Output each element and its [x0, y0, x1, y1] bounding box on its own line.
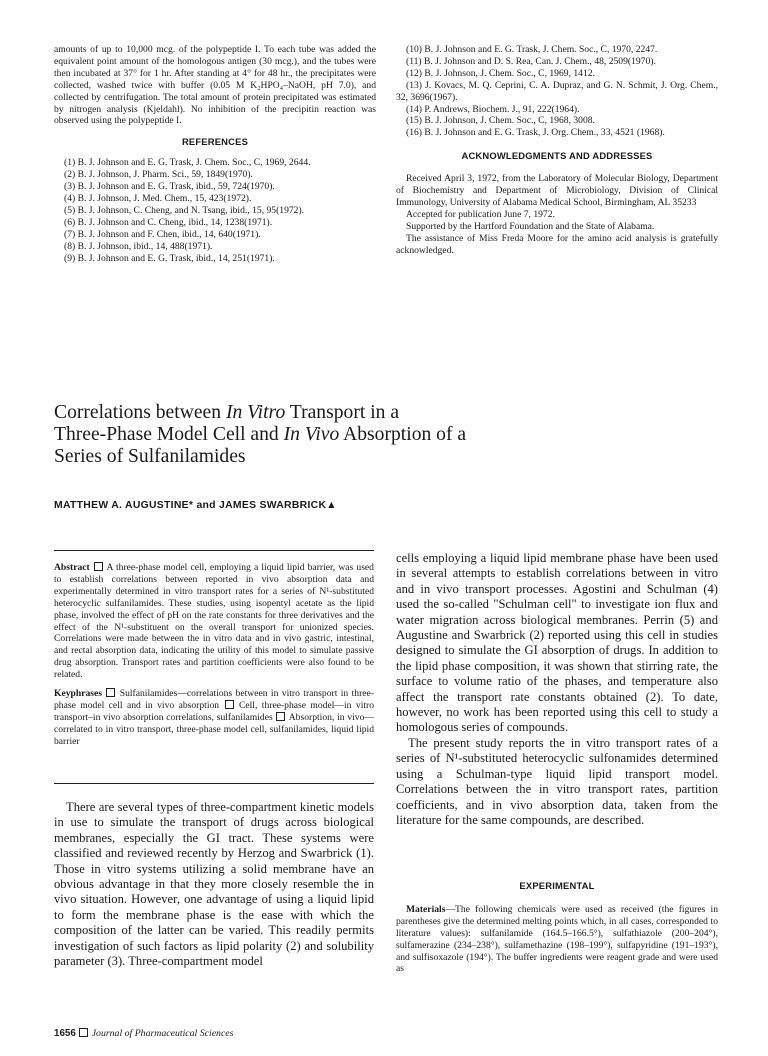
square-icon	[94, 562, 103, 571]
square-icon	[225, 700, 234, 709]
article-title	[54, 402, 574, 468]
reference-item: (3) B. J. Johnson and E. G. Trask, ibid., 59, 724(1970).	[64, 181, 275, 193]
journal-name: Journal of Pharmaceutical Sciences	[91, 1028, 234, 1039]
abstract-paragraph	[54, 562, 374, 681]
ack-supported: Supported by the Hartford Foundation and the State of Alabama.	[406, 220, 655, 232]
square-icon	[106, 688, 115, 697]
keyphrase-item: Cell, three-phase model—in vitro transport–in vivo absorption correlations, sulfanilamides	[54, 699, 375, 723]
keyphrase-item: Absorption, in vivo—correlated to in vitro transport, three-phase model cell, sulfanilamides, liquid lipid barrier	[54, 711, 374, 747]
experimental-section	[396, 880, 718, 975]
abstract-top-rule	[54, 550, 374, 551]
body-left-column	[54, 800, 374, 969]
abstract-label: Abstract	[54, 562, 90, 573]
reference-item: (12) B. J. Johnson, J. Chem. Soc., C, 1969, 1412.	[406, 67, 595, 79]
reference-item: (8) B. J. Johnson, ibid., 14, 488(1971).	[64, 240, 213, 252]
keyphrases-label: Keyphrases	[54, 688, 102, 700]
title-line-2: Three-Phase Model Cell and In Vivo Absorption of a	[54, 424, 467, 445]
body-right-column	[396, 551, 718, 828]
materials-text: —The following chemicals were used as received (the figures in parentheses give the determined melting points which, in all cases, corresponded to literature values): sulfanilamide (164.5–166.5°), sulfathiazole (200–204°), sulfamerazine (234–238°), sulfamethazine (198–199°), sulfapyridine (191–193°), and sulfisoxazole (194°). The buffer ingredients were reagent grade and were used as	[396, 903, 718, 975]
body-paragraph: There are several types of three-compartment kinetic models in use to simulate the transport of drugs across biological membranes, especially the GI tract. These systems were classified and reviewed recently by Herzog and Swarbrick (1). Those in vitro systems utilizing a solid membrane have an obvious advantage in that they more closely resemble the in vivo situation. However, one advantage of using a liquid lipid to form the membrane phase is the ease with which the composition of the latter can be varied. This readily permits investigation of such factors as lipid polarity (2) and solubility parameter (3). Three-compartment model	[54, 800, 374, 969]
reference-item: (16) B. J. Johnson and E. G. Trask, J. Org. Chem., 33, 4521 (1968).	[406, 127, 665, 139]
reference-item: (1) B. J. Johnson and E. G. Trask, J. Chem. Soc., C, 1969, 2644.	[64, 157, 311, 169]
reference-item: (4) B. J. Johnson, J. Med. Chem., 15, 423(1972).	[64, 192, 252, 204]
reference-item: (9) B. J. Johnson and E. G. Trask, ibid., 14, 251(1971).	[64, 252, 275, 264]
ack-received: Received April 3, 1972, from the Laboratory of Molecular Biology, Department of Biochemistry and Department of Microbiology, Division of Clinical Immunology, University of Alabama Medical School, Birmingham, AL 35233	[396, 173, 718, 208]
keyphrases-paragraph	[54, 688, 374, 748]
abstract-block	[54, 562, 374, 748]
reference-list-left	[54, 157, 376, 264]
square-icon	[79, 1028, 88, 1037]
abstract-text: A three-phase model cell, employing a liquid lipid barrier, was used to establish correlations between reported in vivo absorption data and experimentally determined in vitro transport rates for a series of N¹-substituted heterocyclic sulfanilamides. These studies, using isopentyl acetate as the lipid phase, involved the effect of pH on the rate constants for three derivatives and the effect of the N¹-substituent on the overall transport for unionized species. Correlations were made between the in vitro data and in vivo gastric, intestinal, and rectal absorption data, indicating the utility of this model to simulate passive drug absorption. Transport rates and partition coefficients were also found to be related.	[54, 562, 374, 681]
reference-item: (5) B. J. Johnson, C. Cheng, and N. Tsang, ibid., 15, 95(1972).	[64, 204, 305, 216]
reference-item: (10) B. J. Johnson and E. G. Trask, J. Chem. Soc., C, 1970, 2247.	[406, 44, 658, 55]
materials-label: Materials	[406, 903, 446, 915]
materials-paragraph	[396, 904, 718, 975]
reference-item: (14) P. Andrews, Biochem. J., 91, 222(1964).	[406, 103, 580, 115]
author-line: MATTHEW A. AUGUSTINE* and JAMES SWARBRICK▲	[54, 500, 337, 511]
reference-item: (15) B. J. Johnson, J. Chem. Soc., C, 1968, 3008.	[406, 115, 595, 127]
title-line-3: Series of Sulfanilamides	[54, 446, 246, 467]
abstract-bottom-rule	[54, 783, 374, 784]
square-icon	[276, 712, 285, 721]
references-heading: REFERENCES	[181, 136, 249, 148]
acknowledgments-heading: ACKNOWLEDGMENTS AND ADDRESSES	[461, 150, 653, 162]
reference-item: (13) J. Kovacs, M. Q. Ceprini, C. A. Dupraz, and G. N. Schmit, J. Org. Chem., 32, 3696(1967).	[396, 79, 718, 103]
reference-list-right	[396, 44, 718, 139]
top-left-column	[54, 44, 376, 264]
ack-assistance: The assistance of Miss Freda Moore for the amino acid analysis is gratefully acknowledged.	[396, 232, 718, 256]
page-number: 1656	[54, 1028, 76, 1039]
reference-item: (7) B. J. Johnson and F. Chen, ibid., 14, 640(1971).	[64, 228, 261, 240]
body-paragraph: cells employing a liquid lipid membrane phase have been used in several attempts to establish correlations between in vitro and in vivo transport processes. Agostini and Schulman (4) used the so-called "Schulman cell" to investigate ion flux and water migration across biological membranes. Perrin (5) and Augustine and Swarbrick (2) reported using this cell in studies designed to simulate the GI absorption of drugs. In addition to the lipid phase composition, it was shown that stirring rate, the surface to volume ratio of the phases, and temperature also affect the transport rate constants obtained (2). To date, however, no work has been reported using this cell to study a homologous series of compounds.	[396, 551, 718, 735]
ack-accepted: Accepted for publication June 7, 1972.	[406, 208, 555, 220]
top-right-column	[396, 44, 718, 257]
reference-item: (11) B. J. Johnson and D. S. Rea, Can. J. Chem., 48, 2509(1970).	[406, 55, 656, 67]
experimental-heading: EXPERIMENTAL	[519, 880, 595, 891]
title-line-1: Correlations between In Vitro Transport in a	[54, 402, 400, 423]
page-footer	[54, 1028, 233, 1039]
continued-paragraph: amounts of up to 10,000 mcg. of the polypeptide I. To each tube was added the equivalent point amount of the homologous antigen (30 mcg.), and the tubes were then incubated at 37° for 1 hr. After standing at 4° for 48 hr., the precipitates were collected, washed twice with buffer (0.05 M K₂HPO₄–NaOH, pH 7.0), and collected by centrifugation. The total amount of protein precipitated was estimated by nitrogen analysis (Kjeldahl). No inhibition of the precipitin reaction was observed using the polypeptide I.	[54, 44, 376, 127]
body-paragraph: The present study reports the in vitro transport rates of a series of N¹-substituted heterocyclic sulfonamides determined using a Schulman-type liquid lipid transport model. Correlations between the in vitro transport rates, partition coefficients, and in vivo absorption data, taken from the literature for the same compounds, are described.	[396, 735, 718, 827]
reference-item: (6) B. J. Johnson and C. Cheng, ibid., 14, 1238(1971).	[64, 216, 273, 228]
keyphrase-item: Sulfanilamides—correlations between in vitro transport in three-phase model cell and in vivo absorption	[54, 688, 374, 711]
reference-item: (2) B. J. Johnson, J. Pharm. Sci., 59, 1849(1970).	[64, 169, 253, 181]
